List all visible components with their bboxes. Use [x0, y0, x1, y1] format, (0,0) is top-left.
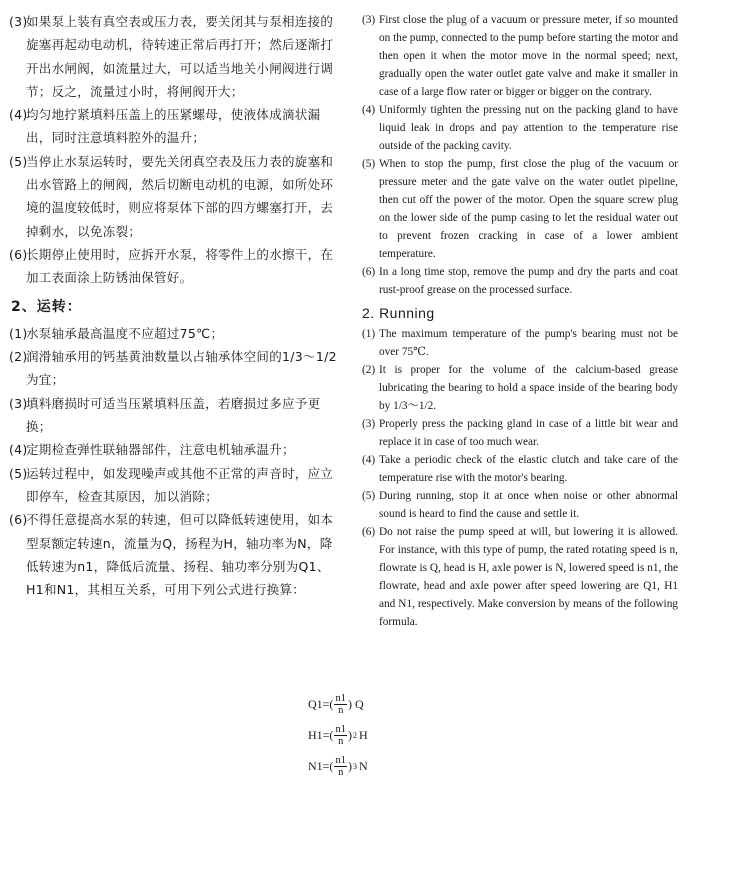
- en-item-4: [362, 101, 678, 155]
- en-item-number: (4): [362, 104, 376, 116]
- en-item-5: [362, 155, 678, 263]
- cn-item-6: [9, 243, 339, 290]
- en-running-item-5: [362, 487, 678, 523]
- cn-item-number: (2): [9, 349, 28, 365]
- formula-close-paren: ): [347, 758, 352, 773]
- speed-ratio-fraction: [334, 755, 347, 778]
- formula-lhs: H1=(: [308, 727, 334, 742]
- fraction-numerator: n1: [335, 723, 346, 735]
- cn-item-4: [9, 103, 339, 150]
- cn-item-text: 长期停止使用时，应拆开水泵，将零件上的水擦干，在加工表面涂上防锈油保管好。: [26, 246, 334, 286]
- en-item-text: Do not raise the pump speed at will, but lowering it is allowed. For instance, with this type of pump, the rated rotating speed is n, flowrate is Q, head is H, axle power is N, lowered speed is n1, the flowrate, head and axle power after speed lowering are Q1, H1 and N1, respectively. Make conversion by means of the following formula.: [379, 526, 678, 628]
- cn-item-number: (1): [9, 325, 28, 341]
- cn-item-text: 不得任意提高水泵的转速，但可以降低转速使用，如本型泵额定转速n，流量为Q，扬程为H，轴功率为N，降低转速为n1，降低后流量、扬程、轴功率分别为Q1、H1和N1，其相互关系，可用下列公式进行换算：: [26, 512, 334, 598]
- en-running-item-4: [362, 451, 678, 487]
- cn-item-text: 填料磨损时可适当压紧填料压盖，若磨损过多应予更换；: [26, 395, 321, 435]
- en-item-text: During running, stop it at once when noise or other abnormal sound is heard to find the cause and settle it.: [379, 490, 678, 520]
- formula-exponent: 3: [352, 761, 357, 771]
- en-running-item-6: [362, 523, 678, 631]
- cn-item-text: 如果泵上装有真空表或压力表，要关闭其与泵相连接的旋塞再起动电动机，待转速正常后再打开；然后逐渐打开出水闸阀，如流量过大，可以适当地关小闸阀进行调节；反之，流量过小时，将闸阀开大；: [26, 14, 334, 99]
- formula-rhs: N: [358, 758, 368, 773]
- cn-item-text: 均匀地拧紧填料压盖上的压紧螺母，使液体成滴状漏出，同时注意填料腔外的温升；: [26, 107, 321, 146]
- fraction-denominator: n: [338, 704, 344, 716]
- en-item-text: Properly press the packing gland in case of a little bit wear and replace it in case of too much wear.: [379, 418, 678, 448]
- cn-running-item-1: [9, 322, 339, 345]
- formula-rhs: H: [358, 727, 368, 742]
- cn-running-item-2: [9, 345, 339, 392]
- formula-head: [308, 721, 508, 749]
- en-item-text: In a long time stop, remove the pump and dry the parts and coat rust-proof grease on the processed surface.: [379, 266, 678, 296]
- en-item-text: It is proper for the volume of the calcium-based grease lubricating the bearing to hold a space inside of the bearing body by 1/3～1/2.: [379, 364, 678, 412]
- cn-item-number: (3): [9, 395, 28, 411]
- cn-item-text: 定期检查弹性联轴器部件，注意电机轴承温升；: [26, 442, 295, 458]
- cn-running-item-4: [9, 438, 339, 461]
- cn-running-heading: 2、运转：: [11, 298, 82, 315]
- cn-item-5: [9, 150, 339, 243]
- en-item-number: (1): [362, 328, 376, 340]
- formula-close-paren: ): [347, 696, 352, 711]
- en-item-text: Uniformly tighten the pressing nut on the packing gland to have liquid leak in drops and pay attention to the temperature rise outside of the packing cavity.: [379, 104, 678, 152]
- en-running-item-3: [362, 415, 678, 451]
- en-item-number: (5): [362, 158, 376, 170]
- formula-axle-power: [308, 752, 508, 780]
- en-item-number: (4): [362, 454, 376, 466]
- en-item-number: (2): [362, 364, 376, 376]
- cn-item-number: (5): [9, 465, 28, 481]
- en-item-text: When to stop the pump, first close the plug of the vacuum or pressure meter and the gate valve on the water outlet pipeline, then cut off the power of the motor. Open the square screw plug on the lower side of the pump casing to let the residual water out to prevent frozen cracking in case of a lower ambient temperature.: [379, 158, 678, 260]
- formula-exponent: 2: [352, 730, 357, 740]
- en-item-number: (6): [362, 526, 376, 538]
- cn-running-item-6: [9, 508, 339, 601]
- en-item-number: (3): [362, 418, 376, 430]
- cn-item-text: 水泵轴承最高温度不应超过75℃；: [26, 325, 224, 341]
- english-column: [362, 11, 678, 631]
- formula-rhs: Q: [354, 696, 364, 711]
- en-item-3: [362, 11, 678, 101]
- cn-item-number: (4): [9, 107, 28, 123]
- cn-item-number: (6): [9, 512, 28, 528]
- cn-item-3: [9, 10, 339, 103]
- cn-item-text: 当停止水泵运转时，要先关闭真空表及压力表的旋塞和出水管路上的闸阀，然后切断电动机的电源，如所处环境的温度较低时，则应将泵体下部的四方螺塞打开，去掉剩水，以免冻裂；: [26, 153, 334, 239]
- cn-running-item-5: [9, 462, 339, 509]
- cn-item-text: 运转过程中，如发现噪声或其他不正常的声音时，应立即停车，检查其原因，加以消除；: [26, 465, 334, 504]
- formula-flowrate: [308, 690, 508, 718]
- en-item-text: First close the plug of a vacuum or pressure meter, if so mounted on the pump, connected to the pump before starting the motor and then open it when the motor move in the normal speed; next, gradually open the water outlet gate valve and make it smaller in case of a large flow rater or bigger or bigger on the contrary.: [379, 14, 678, 98]
- fraction-numerator: n1: [335, 754, 346, 766]
- fraction-denominator: n: [338, 766, 344, 778]
- conversion-formulas: [308, 690, 508, 783]
- en-running-item-1: [362, 325, 678, 361]
- formula-lhs: Q1=(: [308, 696, 334, 711]
- formula-close-paren: ): [347, 727, 352, 742]
- en-item-6: [362, 263, 678, 299]
- en-item-number: (3): [362, 14, 376, 26]
- en-item-number: (6): [362, 266, 376, 278]
- en-item-number: (5): [362, 490, 376, 502]
- formula-lhs: N1=(: [308, 758, 334, 773]
- en-running-item-2: [362, 361, 678, 415]
- en-running-heading: 2. Running: [362, 305, 435, 321]
- en-item-text: The maximum temperature of the pump's bearing must not be over 75℃.: [379, 328, 678, 358]
- cn-item-number: (6): [9, 246, 28, 262]
- cn-item-number: (3): [9, 14, 28, 29]
- cn-item-number: (5): [9, 153, 28, 169]
- speed-ratio-fraction: [334, 724, 347, 747]
- chinese-column: [9, 10, 339, 601]
- fraction-numerator: n1: [335, 692, 346, 704]
- en-item-text: Take a periodic check of the elastic clutch and take care of the temperature rise with the motor's bearing.: [379, 454, 678, 484]
- speed-ratio-fraction: [334, 693, 347, 716]
- cn-item-number: (4): [9, 442, 28, 458]
- cn-item-text: 润滑轴承用的钙基黄油数量以占轴承体空间的1/3～1/2为宜；: [26, 349, 337, 388]
- fraction-denominator: n: [338, 735, 344, 747]
- cn-running-item-3: [9, 392, 339, 439]
